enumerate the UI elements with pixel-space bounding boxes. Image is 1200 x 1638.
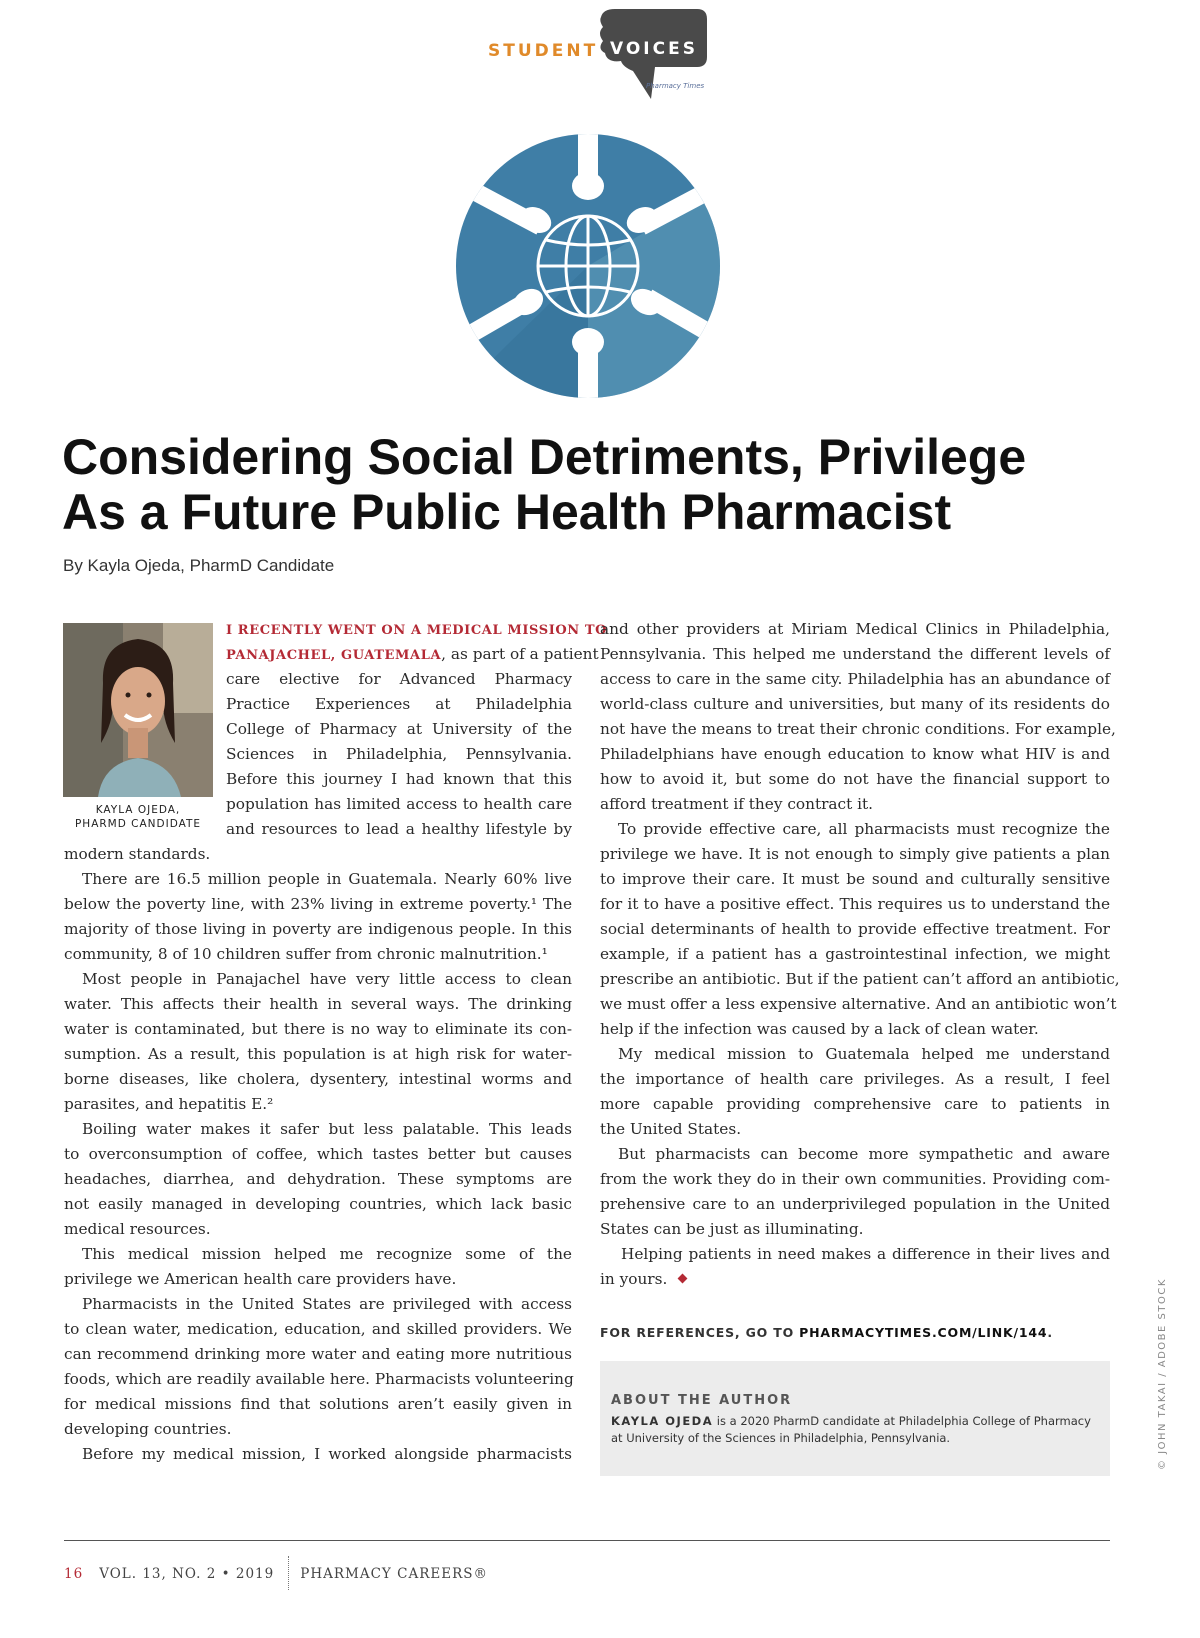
body-line: for it to have a positive effect. This requires us to understand the bbox=[600, 895, 1110, 913]
body-line: the importance of health care privileges. As a result, I feel bbox=[600, 1070, 1110, 1088]
about-line-1: is a 2020 PharmD candidate at Philadelphia College of Pharmacy bbox=[713, 1414, 1091, 1428]
title-line-1: Considering Social Detriments, Privilege bbox=[62, 429, 1027, 485]
body-line: not have the means to treat their chronic conditions. For example, bbox=[600, 720, 1116, 738]
references-suffix: . bbox=[1047, 1325, 1053, 1340]
body-line: care elective for Advanced Pharmacy bbox=[226, 670, 572, 688]
body-line: medical resources. bbox=[64, 1220, 211, 1238]
photo-credit: © JOHN TAKAI / ADOBE STOCK bbox=[1157, 1278, 1168, 1470]
body-line: Sciences in Philadelphia, Pennsylvania. bbox=[226, 745, 572, 763]
body-line: to overconsumption of coffee, which tastes better but causes bbox=[64, 1145, 572, 1163]
body-line: water. This affects their health in several ways. The drinking bbox=[64, 995, 572, 1013]
byline: By Kayla Ojeda, PharmD Candidate bbox=[63, 556, 335, 575]
body-line: Boiling water makes it safer but less palatable. This leads bbox=[82, 1120, 572, 1138]
logo-student-text: STUDENT bbox=[488, 41, 599, 61]
body-line: community, 8 of 10 children suffer from chronic malnutrition.¹ bbox=[64, 945, 548, 963]
body-line: modern standards. bbox=[64, 845, 211, 863]
body-text: in yours. bbox=[600, 1270, 668, 1288]
about-heading: ABOUT THE AUTHOR bbox=[611, 1393, 793, 1408]
body-line: This medical mission helped me recognize some of the bbox=[82, 1245, 572, 1263]
body-line: Philadelphians have enough education to know what HIV is and bbox=[600, 745, 1110, 763]
body-line: Pharmacists in the United States are privileged with access bbox=[82, 1295, 572, 1313]
body-line: privilege we American health care providers have. bbox=[64, 1270, 457, 1288]
body-line: the United States. bbox=[600, 1120, 742, 1138]
page-footer bbox=[64, 1556, 488, 1590]
footer-separator bbox=[288, 1556, 290, 1590]
body-line: privilege we have. It is not enough to simply give patients a plan bbox=[600, 845, 1110, 863]
body-line: developing countries. bbox=[64, 1420, 232, 1438]
logo-voices-text: VOICES bbox=[610, 39, 698, 59]
references-prefix: FOR REFERENCES, GO TO bbox=[600, 1325, 800, 1340]
body-line: social determinants of health to provide effective treatment. For bbox=[600, 920, 1110, 938]
body-text: , as part of a patient bbox=[441, 645, 599, 663]
body-line: Most people in Panajachel have very little access to clean bbox=[82, 970, 572, 988]
body-line: Pennsylvania. This helped me understand the different levels of bbox=[600, 645, 1110, 663]
references-link[interactable]: PHARMACYTIMES.COM/LINK/144 bbox=[799, 1325, 1048, 1340]
body-line: Practice Experiences at Philadelphia bbox=[226, 695, 572, 713]
body-line: and other providers at Miriam Medical Clinics in Philadelphia, bbox=[600, 620, 1110, 638]
logo-brand-text: Pharmacy Times bbox=[646, 82, 705, 90]
body-line: to improve their care. It must be sound and culturally sensitive bbox=[600, 870, 1110, 888]
body-line: headaches, diarrhea, and dehydration. These symptoms are bbox=[64, 1170, 572, 1188]
body-line: population has limited access to health care bbox=[226, 795, 572, 813]
closing-line bbox=[600, 1269, 686, 1289]
issue-info: VOL. 13, NO. 2 • 2019 bbox=[99, 1566, 275, 1582]
about-body bbox=[611, 1413, 1096, 1447]
about-line-2: at University of the Sciences in Philadelphia, Pennsylvania. bbox=[611, 1431, 951, 1445]
body-line: from the work they do in their own communities. Providing com- bbox=[600, 1170, 1110, 1188]
body-line: College of Pharmacy at University of the bbox=[226, 720, 572, 738]
photo-caption-name: KAYLA OJEDA, bbox=[95, 804, 181, 816]
article-title bbox=[62, 430, 1142, 540]
body-line: But pharmacists can become more sympathetic and aware bbox=[618, 1145, 1110, 1163]
body-line: can recommend drinking more water and eating more nutritious bbox=[64, 1345, 572, 1363]
body-line: more capable providing comprehensive care to patients in bbox=[600, 1095, 1110, 1113]
body-line: help if the infection was caused by a lack of clean water. bbox=[600, 1020, 1039, 1038]
body-line: example, if a patient has a gastrointestinal infection, we might bbox=[600, 945, 1110, 963]
body-line: prescribe an antibiotic. But if the patient can’t afford an antibiotic, bbox=[600, 970, 1120, 988]
body-line: borne diseases, like cholera, dysentery, intestinal worms and bbox=[64, 1070, 572, 1088]
body-line: States can be just as illuminating. bbox=[600, 1220, 864, 1238]
title-line-2: As a Future Public Health Pharmacist bbox=[62, 484, 952, 540]
body-line: water is contaminated, but there is no way to eliminate its con- bbox=[64, 1020, 572, 1038]
body-line: parasites, and hepatitis E.² bbox=[64, 1095, 274, 1113]
globe-with-reaching-hands-icon bbox=[456, 134, 720, 398]
body-line: afford treatment if they contract it. bbox=[600, 795, 874, 813]
author-photo bbox=[63, 623, 213, 797]
body-line: There are 16.5 million people in Guatemala. Nearly 60% live bbox=[82, 870, 572, 888]
body-line: sumption. As a result, this population is at high risk for water- bbox=[64, 1045, 572, 1063]
about-the-author-box bbox=[600, 1361, 1110, 1476]
lead-in-text-1: I RECENTLY WENT ON A MEDICAL MISSION TO bbox=[226, 623, 608, 638]
photo-caption-title: PHARMD CANDIDATE bbox=[74, 818, 202, 830]
body-line: for medical missions find that solutions aren’t easily given in bbox=[64, 1395, 572, 1413]
body-line: majority of those living in poverty are indigenous people. In this bbox=[64, 920, 572, 938]
body-line: Before my medical mission, I worked alongside pharmacists bbox=[82, 1445, 572, 1463]
body-line: foods, which are readily available here. Pharmacists volunteering bbox=[64, 1370, 574, 1388]
student-voices-logo bbox=[488, 5, 718, 105]
body-line: to clean water, medication, education, and skilled providers. We bbox=[64, 1320, 572, 1338]
lead-in-text-2: PANAJACHEL, GUATEMALA bbox=[226, 648, 442, 663]
publication-name: PHARMACY CAREERS® bbox=[300, 1566, 488, 1582]
body-line: not easily managed in developing countries, which lack basic bbox=[64, 1195, 572, 1213]
body-line: My medical mission to Guatemala helped me understand bbox=[618, 1045, 1110, 1063]
body-line: Helping patients in need makes a difference in their lives and bbox=[621, 1245, 1110, 1263]
body-line: access to care in the same city. Philadelphia has an abundance of bbox=[600, 670, 1110, 688]
end-mark-diamond-icon bbox=[678, 1274, 688, 1284]
references-note bbox=[600, 1325, 1053, 1340]
body-line: prehensive care to an underprivileged population in the United bbox=[600, 1195, 1110, 1213]
body-line: how to avoid it, but some do not have the financial support to bbox=[600, 770, 1110, 788]
body-line: and resources to lead a healthy lifestyle by bbox=[226, 820, 572, 838]
page-number: 16 bbox=[64, 1566, 84, 1582]
body-line: world-class culture and universities, but many of its residents do bbox=[600, 695, 1110, 713]
body-line: To provide effective care, all pharmacists must recognize the bbox=[618, 820, 1110, 838]
lead-in-line-1 bbox=[226, 619, 608, 641]
photo-caption bbox=[63, 803, 213, 831]
about-author-name: KAYLA OJEDA bbox=[611, 1414, 714, 1428]
lead-in-line-2 bbox=[226, 644, 599, 666]
body-line: below the poverty line, with 23% living in extreme poverty.¹ The bbox=[64, 895, 572, 913]
footer-divider bbox=[64, 1540, 1110, 1541]
body-line: Before this journey I had known that this bbox=[226, 770, 572, 788]
body-line: we must offer a less expensive alternative. And an antibiotic won’t bbox=[600, 995, 1117, 1013]
